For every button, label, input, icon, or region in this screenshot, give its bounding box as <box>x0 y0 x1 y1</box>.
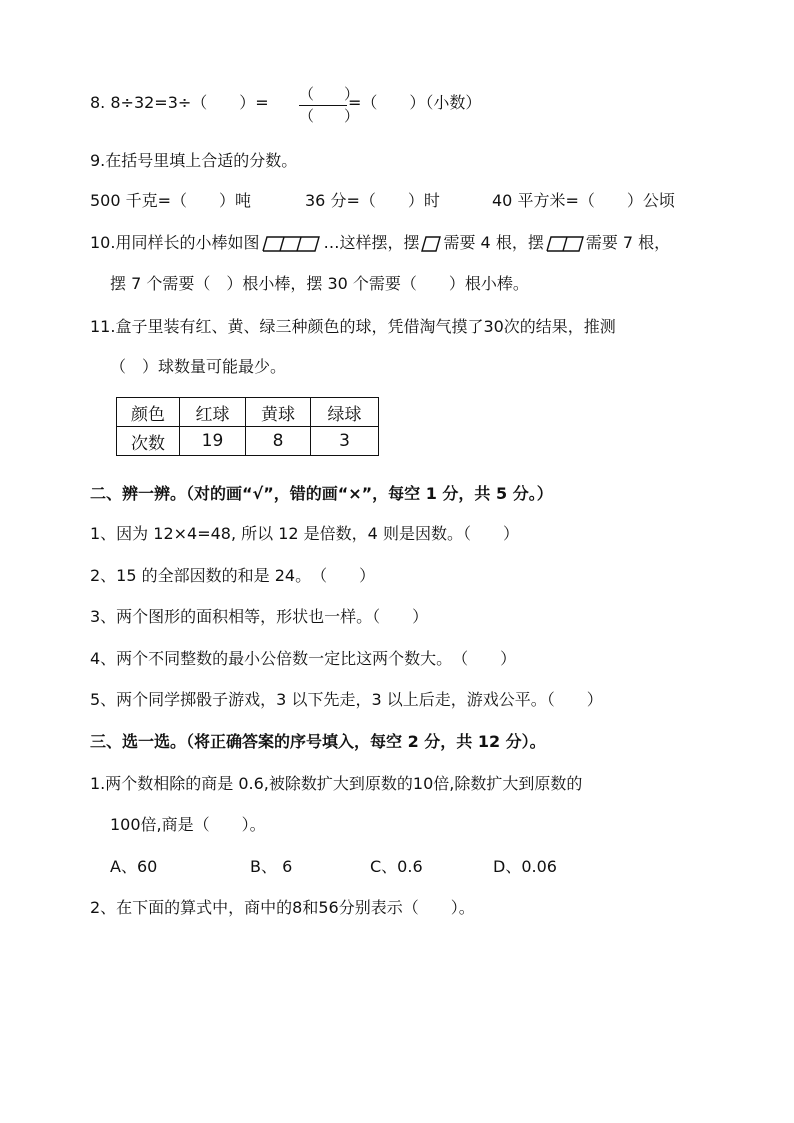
option-c: C、0.6 <box>370 857 423 876</box>
section-3-title: 三、选一选。（将正确答案的序号填入，每空 2 分，共 12 分）。 <box>90 732 546 751</box>
section-2-item-3: 3、两个图形的面积相等，形状也一样。（ ） <box>90 607 429 626</box>
section-2-item-5: 5、两个同学掷骰子游戏，3 以下先走，3 以上后走，游戏公平。（ ） <box>90 690 603 709</box>
q9-item-1: 500 千克=（ ）吨 <box>90 191 252 210</box>
section-3-q2: 2、在下面的算式中，商中的8和56分别表示（ ）。 <box>90 898 475 917</box>
table-cell: 次数 <box>117 427 180 456</box>
table-cell: 19 <box>180 427 246 456</box>
q10-text-a: 10.用同样长的小棒如图 <box>90 233 260 252</box>
q11-line-1: 11.盒子里装有红、黄、绿三种颜色的球，凭借淘气摸了30次的结果，推测 <box>90 317 616 336</box>
option-b: B、 6 <box>250 857 293 876</box>
table-cell: 3 <box>311 427 379 456</box>
q9-item-2: 36 分=（ ）时 <box>305 191 440 210</box>
section-2-item-2: 2、15 的全部因数的和是 24。 （ ） <box>90 566 376 585</box>
table-header-cell: 颜色 <box>117 398 180 427</box>
q11-line-2: （ ）球数量可能最少。 <box>110 357 287 376</box>
q8-fraction-denominator: （ ） <box>299 107 360 125</box>
q10-text-d: 需要 7 根， <box>585 233 671 252</box>
table-header-cell: 黄球 <box>246 398 311 427</box>
section-2-title: 二、辨一辨。（对的画“√”，错的画“×”，每空 1 分，共 5 分。） <box>90 484 553 503</box>
section-2-item-4: 4、两个不同整数的最小公倍数一定比这两个数大。 （ ） <box>90 649 517 668</box>
q10-text-b: …这样摆，摆 <box>323 233 420 252</box>
one-parallelogram-icon <box>420 236 442 252</box>
table-row <box>117 398 379 427</box>
q8-right-text: =（ ）（小数） <box>348 93 482 112</box>
q10-line-1 <box>90 232 670 254</box>
table-row <box>117 427 379 456</box>
q8-left-text: 8. 8÷32=3÷（ ）= <box>90 93 269 112</box>
q10-text-c: 需要 4 根，摆 <box>443 233 544 252</box>
option-a: A、60 <box>110 857 158 876</box>
table-header-cell: 红球 <box>180 398 246 427</box>
section-3-q1-line-1: 1.两个数相除的商是 0.6,被除数扩大到原数的10倍,除数扩大到原数的 <box>90 774 583 793</box>
q9-title: 9.在括号里填上合适的分数。 <box>90 151 298 170</box>
table-header-cell: 绿球 <box>311 398 379 427</box>
q8-fraction-numerator: （ ） <box>299 85 360 103</box>
three-parallelograms-icon <box>260 236 322 252</box>
two-parallelograms-icon <box>545 236 585 252</box>
table-cell: 8 <box>246 427 311 456</box>
fraction-bar <box>299 105 347 106</box>
q10-line-2: 摆 7 个需要（ ）根小棒，摆 30 个需要（ ）根小棒。 <box>110 274 529 293</box>
q8-fraction-blank <box>299 85 360 125</box>
option-d: D、0.06 <box>493 857 557 876</box>
ball-count-table <box>116 397 379 456</box>
section-2-item-1: 1、因为 12×4=48, 所以 12 是倍数，4 则是因数。（ ） <box>90 524 519 543</box>
q9-item-3: 40 平方米=（ ）公顷 <box>492 191 675 210</box>
section-3-q1-line-2: 100倍,商是（ ）。 <box>110 815 266 834</box>
